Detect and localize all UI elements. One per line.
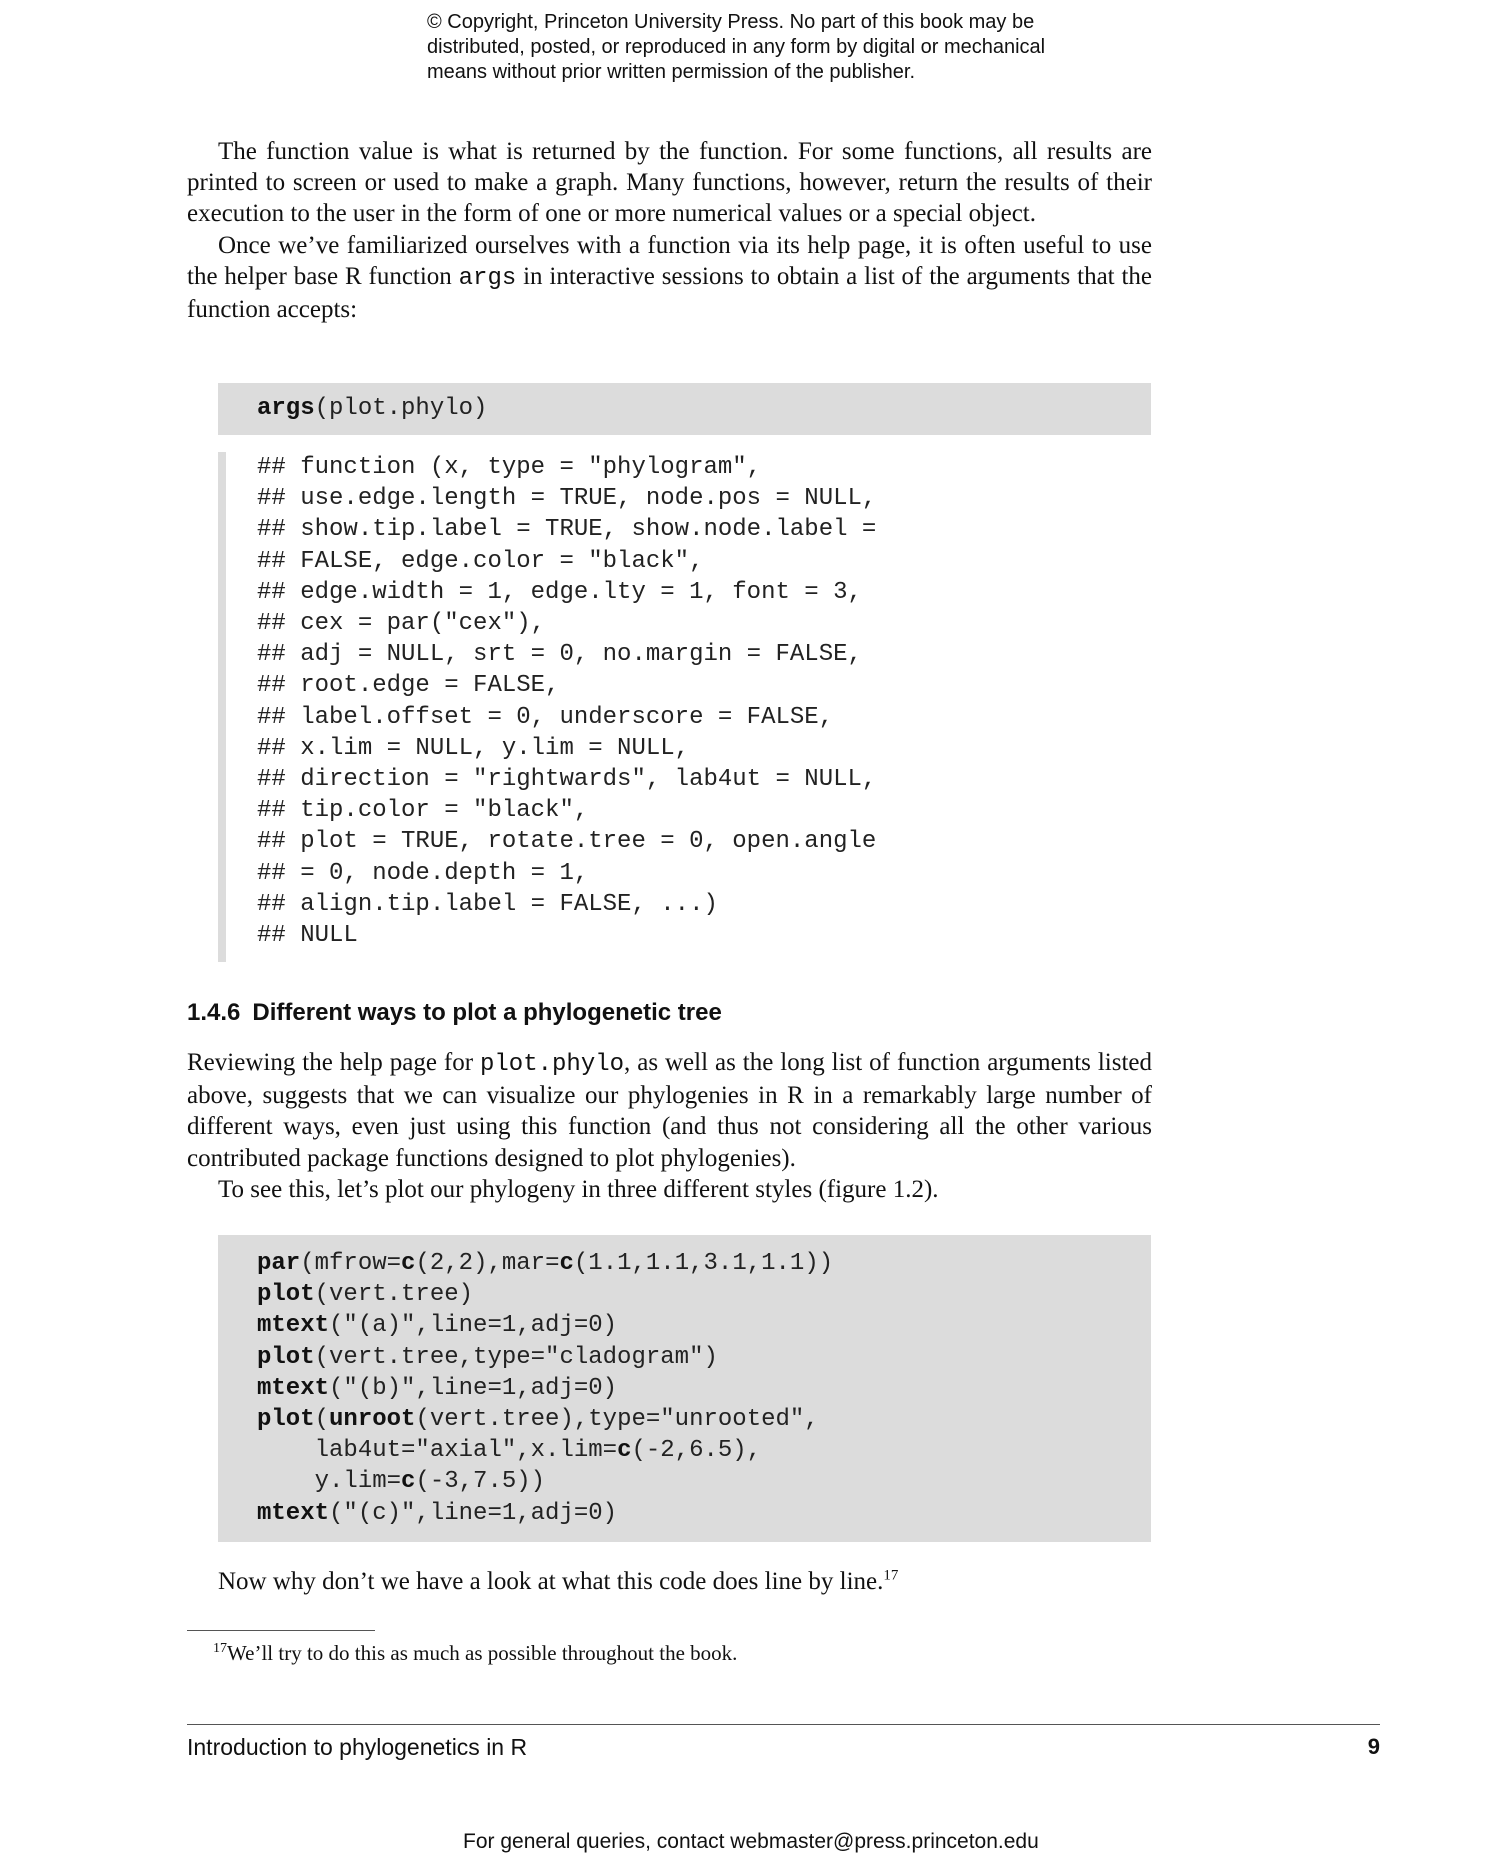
output-line: ## FALSE, edge.color = "black", <box>257 547 704 575</box>
section-number: 1.4.6 <box>187 999 241 1026</box>
running-footer-title: Introduction to phylogenetics in R <box>187 1734 528 1760</box>
paragraph-line-by-line: Now why don’t we have a look at what this code does line by line.$^{17}$ <box>218 1567 899 1595</box>
code-line: mtext("(b)",line=1,adj=0) <box>257 1374 618 1402</box>
output-line: ## function (x, type = "phylogram", <box>257 454 762 481</box>
paragraph-args-helper <box>187 230 1152 326</box>
output-line: ## NULL <box>257 922 358 950</box>
code-text: (plot.phylo) <box>314 395 488 422</box>
inline-code-args: args <box>458 264 517 292</box>
copyright-line: distributed, posted, or reproduced in any form by digital or mechanical <box>427 36 1046 58</box>
output-block-args <box>218 452 1151 962</box>
paragraph-text: Once we’ve familiarized ourselves with a function via its help page, it is often useful to use the helper base R function <box>187 231 1152 290</box>
paragraph-three-styles: To see this, let’s plot our phylogeny in three different styles (figure 1.2). <box>218 1175 939 1203</box>
paragraph-text: in interactive sessions to obtain a list of the arguments that the function accepts: <box>187 262 1153 324</box>
section-heading <box>187 998 722 1028</box>
copyright-line: means without prior written permission of the publisher. <box>427 61 916 83</box>
footnote-reference[interactable]: 17 <box>883 1567 899 1584</box>
output-line: ## align.tip.label = FALSE, ...) <box>257 890 718 918</box>
code-line: plot(unroot(vert.tree),type="unrooted", <box>257 1406 819 1434</box>
output-line: ## x.lim = NULL, y.lim = NULL, <box>257 734 690 762</box>
inline-code-plot-phylo: plot.phylo <box>480 1051 625 1078</box>
page-number: 9 <box>1367 1734 1380 1759</box>
code-line: mtext("(a)",line=1,adj=0) <box>257 1312 618 1340</box>
code-line: lab4ut="axial",x.lim=c(-2,6.5), <box>314 1437 762 1465</box>
paragraph-function-value: The function value is what is returned by the function. For some functions, all results are printed to screen or used to make a graph. Many functions, however, return the results of their execution to the user in the form of one or more numerical values or a special object. <box>187 138 1152 228</box>
plotting-paragraphs <box>187 1047 1152 1205</box>
footnote <box>213 1640 1153 1667</box>
copyright-notice <box>427 10 1187 85</box>
footer-divider <box>187 1724 1380 1725</box>
output-line: ## = 0, node.depth = 1, <box>257 859 589 887</box>
output-line: ## edge.width = 1, edge.lty = 1, font = 3, <box>257 578 862 606</box>
code-line: plot(vert.tree,type="cladogram") <box>257 1343 718 1371</box>
output-line: ## root.edge = FALSE, <box>257 672 560 700</box>
code-block-args <box>218 383 1151 435</box>
footnote-text: We’ll try to do this as much as possible throughout the book. <box>227 1641 738 1665</box>
code-block-plot-styles <box>218 1235 1151 1542</box>
output-line: ## use.edge.length = TRUE, node.pos = NULL, <box>257 485 877 513</box>
closing-paragraph <box>187 1566 1152 1597</box>
output-line: ## cex = par("cex"), <box>257 610 546 638</box>
code-function: args <box>257 395 315 422</box>
paragraph-text: , as well as the long list of function arguments listed above, suggests that we can visualize our phylogenies in R in a remarkably large number of different ways, even just using this function (and thus not considering all the other various contributed package functions designed to plot phylogenies). <box>187 1049 1153 1172</box>
output-line: ## adj = NULL, srt = 0, no.margin = FALSE, <box>257 641 862 669</box>
contact-notice: For general queries, contact webmaster@press.princeton.edu <box>463 1830 1039 1853</box>
output-line: ## label.offset = 0, underscore = FALSE, <box>257 703 834 731</box>
code-line: y.lim=c(-3,7.5)) <box>314 1468 546 1496</box>
footnote-marker: 17 <box>213 1641 227 1656</box>
output-line: ## show.tip.label = TRUE, show.node.label = <box>257 516 877 544</box>
section-title: Different ways to plot a phylogenetic tree <box>252 999 722 1026</box>
paragraph-text: Reviewing the help page for <box>187 1049 480 1076</box>
paragraph-plot-phylo <box>187 1047 1152 1174</box>
output-line: ## tip.color = "black", <box>257 797 589 825</box>
copyright-line: © Copyright, Princeton University Press. No part of this book may be <box>427 11 1035 33</box>
code-line: plot(vert.tree) <box>257 1281 474 1309</box>
intro-paragraphs <box>187 136 1152 325</box>
output-line: ## plot = TRUE, rotate.tree = 0, open.angle <box>257 828 877 856</box>
output-line: ## direction = "rightwards", lab4ut = NULL, <box>257 766 877 794</box>
footnote-divider <box>187 1630 375 1631</box>
code-line: mtext("(c)",line=1,adj=0) <box>257 1499 618 1527</box>
code-line: par(mfrow=c(2,2),mar=c(1.1,1.1,3.1,1.1)) <box>257 1250 834 1277</box>
